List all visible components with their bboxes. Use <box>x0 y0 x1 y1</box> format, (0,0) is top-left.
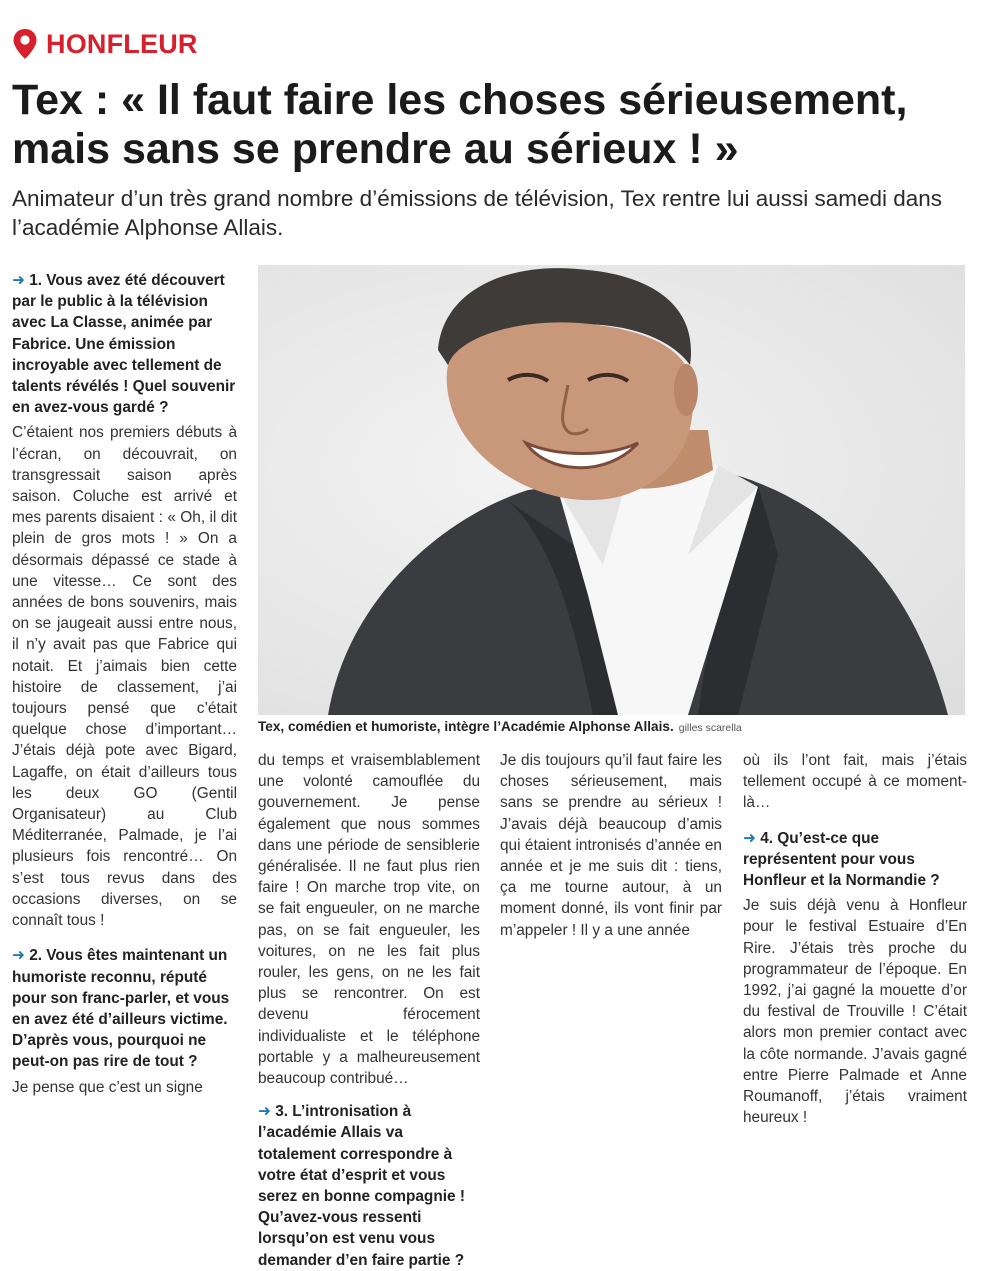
question-2: ➜ 2. Vous êtes maintenant un humoriste reconnu, réputé pour son franc-parler, et vous en avez été d’ailleurs victime. D’après vous, pourquoi ne peut-on pas rire de tout ? <box>12 947 230 1071</box>
portrait-illustration <box>258 265 965 715</box>
arrow-right-icon: ➜ <box>12 947 25 965</box>
question-1: ➜ 1. Vous avez été découvert par le public à la télévision avec La Classe, animée par Fabrice. Une émission incroyable avec tellement de talents révélés ! Quel souvenir en avez-vous gardé ? <box>12 272 236 417</box>
answer-1: C’étaient nos premiers débuts à l’écran, on découvrait, on transgressait saison après saison. Coluche est arrivé et mes parents disaient : « Oh, il dit plein de gros mots ! » On a désormais dépassé ce stade à une vitesse… Ce sont des années de bons souvenirs, mais on se jaugeait aussi entre nous, il n’y avait pas que Fabrice qui notait. Et j’aimais bien cette histoire de classement, j’ai toujours pensé que c’était quelque chose d’important… J’étais déjà pote avec Bigard, Lagaffe, on était d’ailleurs tous les deux GO (Gentil Organisateur) au Club Méditerranée, Palmade, je l’ai plusieurs fois rencontré… On s’est tous revus dans des occasions diverses, on se connaît tous ! <box>12 424 237 930</box>
portrait-photo <box>258 265 965 715</box>
caption-text: Tex, comédien et humoriste, intègre l’Académie Alphonse Allais. <box>258 719 674 734</box>
answer-3: Je dis toujours qu’il faut faire les choses sérieusement, mais sans se prendre au sérieux ! J’avais déjà beaucoup d’amis qui étaient intronisés d’année en année et je me suis dit : tiens, ça me tourne autour, à un moment donné, ils vont finir par m’appeler ! Il y a une année <box>500 752 722 939</box>
answer-2-cont: du temps et vraisemblablement une volonté camouflée du gouvernement. Je pense également que nous sommes dans une période de sensiblerie généralisée. Il ne faut plus rien faire ! On marche trop vite, on se fait engueuler, on ne marche pas, on se fait engueuler, les voitures, on ne les fait plus rouler, les gens, on ne les fait plus se rencontrer. On est devenu férocement individualiste et le téléphone portable y a malheureusement beaucoup contribué… <box>258 752 480 1088</box>
photo-credit: gilles scarella <box>678 722 742 734</box>
arrow-right-icon: ➜ <box>12 272 25 289</box>
locality-name: HONFLEUR <box>46 28 198 59</box>
headline: Tex : « Il faut faire les choses sérieusement, mais sans se prendre au sérieux ! » <box>12 76 908 173</box>
question-4: ➜ 4. Qu’est-ce que représentent pour vous Honfleur et la Normandie ? <box>743 829 940 890</box>
column-1 <box>12 270 237 1098</box>
question-3-start: ➜ 3. L’intronisation à l’académie Allais va totalement correspondre à votre état d’esprit et vous serez en bonne compagnie ! Qu’avez-vous ressenti lorsqu’on est venu vous demander d’en faire partie ? <box>258 1103 465 1269</box>
answer-2-start: Je pense que c’est un signe <box>12 1078 203 1096</box>
standfirst: Animateur d’un très grand nombre d’émissions de télévision, Tex rentre lui aussi samedi dans l’académie Alphonse Allais. <box>12 186 943 240</box>
answer-4: Je suis déjà venu à Honfleur pour le festival Estuaire d’En Rire. J’étais très proche du programmateur de l’époque. En 1992, j’ai gagné la mouette d’or du festival de Trouville ! C’était alors mon premier contact avec la côte normande. J’avais gagné entre Pierre Palmade et Anne Roumanoff, j’étais vraiment heureux ! <box>743 897 967 1127</box>
map-pin-icon <box>12 28 38 60</box>
column-2 <box>258 750 480 1271</box>
answer-3-cont: où ils l’ont fait, mais j’étais tellement occupé à ce moment-là… <box>743 752 967 812</box>
arrow-right-icon: ➜ <box>258 1103 271 1121</box>
column-3 <box>500 750 722 941</box>
photo-caption <box>258 719 965 734</box>
column-4 <box>743 750 967 1128</box>
arrow-right-icon: ➜ <box>743 829 756 847</box>
locality-header <box>12 28 198 60</box>
